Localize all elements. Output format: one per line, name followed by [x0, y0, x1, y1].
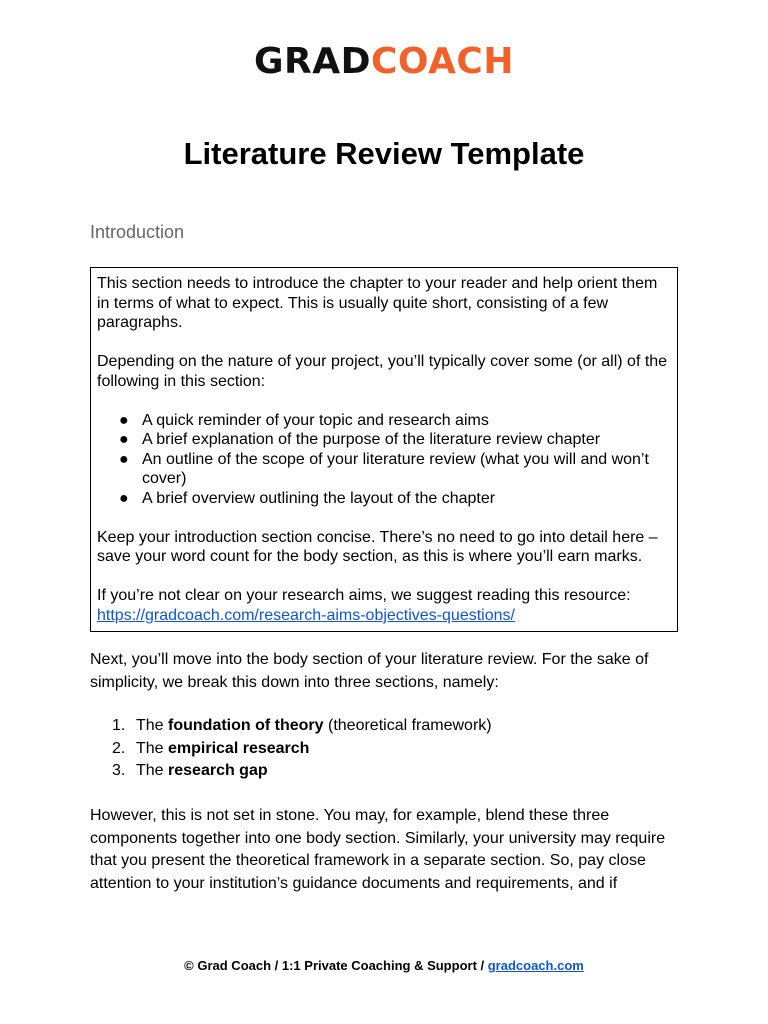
- list-number: 1.: [112, 717, 126, 734]
- intro-paragraph-3: Keep your introduction section concise. There’s no need to go into detail here – save your word count for the body section, as this is where you’ll earn marks.: [97, 528, 658, 565]
- list-number: 3.: [112, 762, 126, 779]
- list-bold-text: foundation of theory: [168, 717, 324, 734]
- introduction-heading: Introduction: [90, 222, 185, 242]
- footer-text: © Grad Coach / 1:1 Private Coaching & Support /: [184, 958, 488, 973]
- list-item: [119, 489, 671, 509]
- list-item: [90, 738, 680, 761]
- bullet-text: A quick reminder of your topic and research aims: [142, 411, 489, 429]
- bullet-icon: ●: [119, 431, 129, 448]
- footer-link[interactable]: gradcoach.com: [487, 958, 584, 973]
- body-paragraph-however: However, this is not set in stone. You may, for example, blend these three components together into one body section. Similarly, your university may require that you present the theoretical framework in a separate section. So, pay close attention to your institution’s guidance documents and requirements, and if: [90, 807, 666, 892]
- list-bold-text: research gap: [168, 762, 268, 779]
- list-number: 2.: [112, 739, 126, 757]
- list-item: [119, 430, 671, 450]
- intro-paragraph-1: This section needs to introduce the chapter to your reader and help orient them in terms of what to expect. This is usually quite short, consisting of a few paragraphs.: [97, 275, 658, 331]
- list-suffix: (theoretical framework): [323, 717, 492, 734]
- list-item: [119, 411, 671, 431]
- research-aims-link[interactable]: https://gradcoach.com/research-aims-objectives-questions/: [97, 606, 515, 624]
- logo-text-coach: COACH: [371, 41, 514, 82]
- bullet-text: A brief explanation of the purpose of the literature review chapter: [142, 431, 601, 448]
- body-sections-list: [90, 715, 680, 783]
- bullet-icon: ●: [119, 489, 129, 507]
- list-prefix: The: [136, 717, 169, 734]
- intro-paragraph-4: [97, 586, 671, 625]
- bullet-text: A brief overview outlining the layout of the chapter: [142, 489, 496, 507]
- list-item: [90, 760, 680, 783]
- bullet-text: An outline of the scope of your literature review (what you will and won’t cover): [142, 450, 649, 487]
- introduction-box: [90, 267, 678, 632]
- intro-bullet-list: [97, 411, 671, 509]
- page-title: Literature Review Template: [183, 136, 585, 171]
- body-paragraph-next: Next, you’ll move into the body section of your literature review. For the sake of simplicity, we break this down into three sections, namely:: [90, 651, 649, 691]
- gradcoach-logo: [0, 42, 768, 82]
- list-prefix: The: [136, 762, 169, 779]
- list-item: [90, 715, 680, 738]
- logo-text-grad: GRAD: [254, 41, 372, 82]
- bullet-icon: ●: [119, 411, 129, 429]
- intro-paragraph-4-text: If you’re not clear on your research aims, we suggest reading this resource:: [97, 587, 631, 604]
- intro-paragraph-2: Depending on the nature of your project, you’ll typically cover some (or all) of the following in this section:: [97, 353, 668, 390]
- list-prefix: The: [136, 739, 169, 757]
- list-bold-text: empirical research: [168, 739, 310, 757]
- list-item: [119, 450, 671, 489]
- page-footer: [0, 957, 768, 975]
- bullet-icon: ●: [119, 450, 129, 468]
